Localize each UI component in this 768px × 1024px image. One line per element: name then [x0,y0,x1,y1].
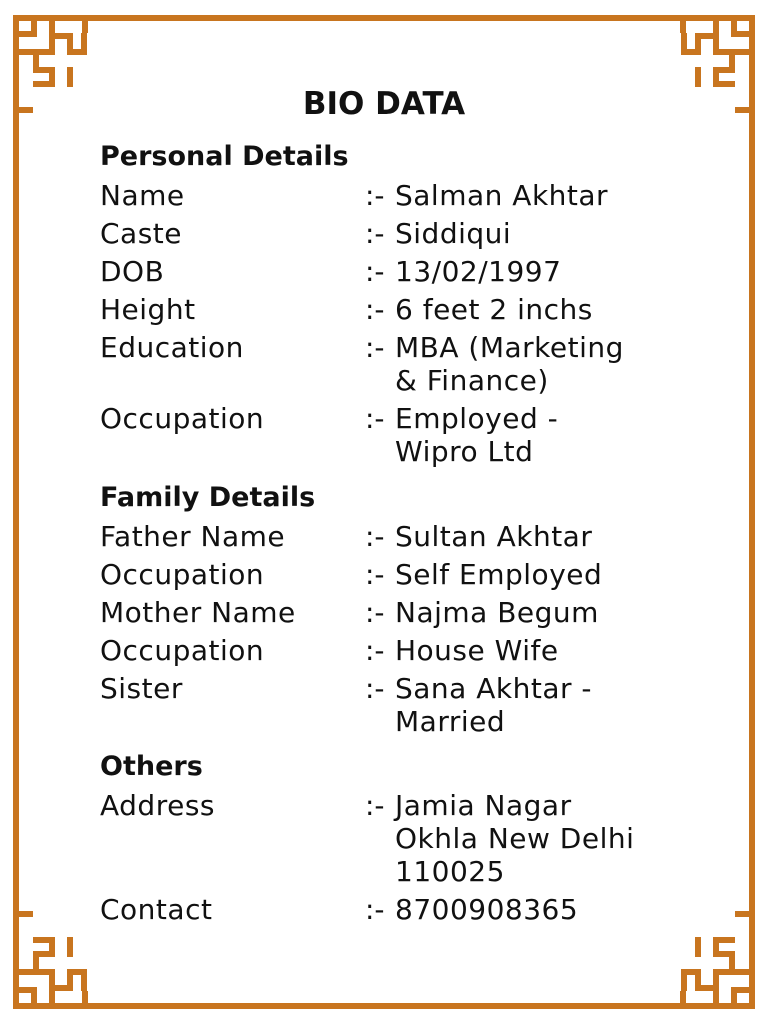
field-label: DOB [100,255,165,288]
field-label: Father Name [100,520,286,553]
detail-row-contact [100,893,700,926]
field-label: Mother Name [100,596,296,629]
detail-row-caste [100,217,700,250]
field-separator: :- [365,179,385,212]
detail-row-mother-occupation [100,634,700,667]
field-separator: :- [365,596,385,629]
field-value: Employed - Wipro Ltd [395,402,559,468]
field-label: Sister [100,672,183,705]
field-label: Name [100,179,185,212]
field-value: Jamia Nagar Okhla New Delhi 110025 [395,789,635,888]
detail-row-name [100,179,700,212]
detail-row-father-occupation [100,558,700,591]
field-label: Occupation [100,402,265,435]
field-value: MBA (Marketing & Finance) [395,331,624,397]
field-value: 8700908365 [395,893,579,926]
field-label: Height [100,293,196,326]
detail-row-dob [100,255,700,288]
field-label: Education [100,331,244,364]
field-value: Sultan Akhtar [395,520,593,553]
field-separator: :- [365,402,385,435]
field-value: Self Employed [395,558,603,591]
page-title: BIO DATA [302,86,466,122]
field-value: Sana Akhtar - Married [395,672,593,738]
field-separator: :- [365,634,385,667]
detail-row-father-name [100,520,700,553]
detail-row-height [100,293,700,326]
section-heading: Personal Details [100,141,349,172]
field-separator: :- [365,893,385,926]
personal-details-section [100,140,700,468]
field-value: 6 feet 2 inchs [395,293,593,326]
field-value: House Wife [395,634,559,667]
others-section [100,750,700,926]
field-separator: :- [365,293,385,326]
field-separator: :- [365,217,385,250]
field-label: Contact [100,893,213,926]
field-separator: :- [365,672,385,705]
detail-row-occupation [100,402,700,468]
field-separator: :- [365,331,385,364]
detail-row-sister [100,672,700,738]
field-value: 13/02/1997 [395,255,562,288]
field-label: Occupation [100,558,265,591]
detail-row-mother-name [100,596,700,629]
field-value: Najma Begum [395,596,599,629]
section-heading: Family Details [100,482,316,513]
field-separator: :- [365,520,385,553]
field-value: Siddiqui [395,217,512,250]
field-label: Address [100,789,216,822]
field-label: Occupation [100,634,265,667]
field-value: Salman Akhtar [395,179,609,212]
field-separator: :- [365,558,385,591]
field-separator: :- [365,789,385,822]
section-heading: Others [100,751,203,782]
detail-row-address [100,789,700,888]
detail-row-education [100,331,700,397]
field-separator: :- [365,255,385,288]
field-label: Caste [100,217,183,250]
family-details-section [100,481,700,738]
